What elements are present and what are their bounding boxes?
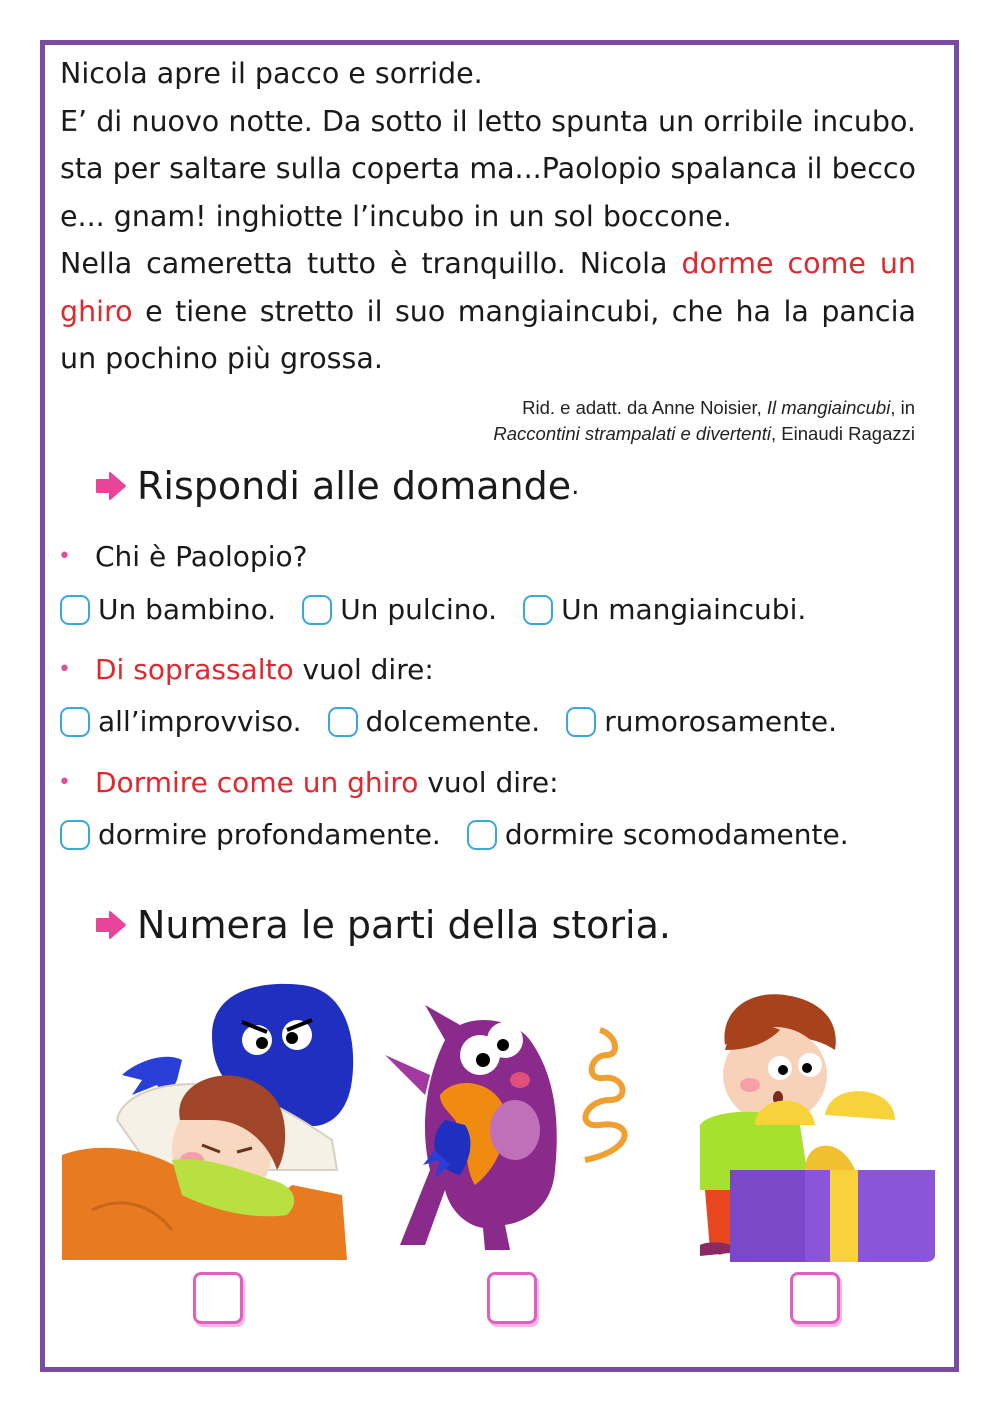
checkbox[interactable]: [328, 707, 358, 737]
bullet-icon: •: [58, 544, 71, 569]
option-label: Un bambino.: [98, 593, 277, 626]
bullet-icon: •: [58, 657, 71, 682]
story-p3-end: e tiene stretto il suo mangiaincubi, che ha la pancia un pochino più grossa.: [60, 294, 916, 375]
illustration-paolopio-eating: [385, 1000, 640, 1255]
question-2-highlight: Di soprassalto: [95, 653, 294, 686]
story-paragraph-2: E’ di nuovo notte. Da sotto il letto spunta un orribile incubo. sta per saltare sulla coperta ma...Paolopio spalanca il becco e... gnam! inghiotte l’incubo in un sol boccone.: [60, 104, 916, 233]
question-1-options: [60, 590, 832, 630]
illustration-boy-sleeping-monster: [62, 980, 362, 1265]
illustration-boy-opening-gift: [680, 990, 940, 1265]
option-2-1[interactable]: [60, 702, 302, 742]
checkbox[interactable]: [467, 820, 497, 850]
option-label: dolcemente.: [365, 705, 541, 738]
arrow-right-icon: [95, 471, 127, 501]
question-3-text: vuol dire:: [418, 766, 559, 799]
story-p3-start: Nella cameretta tutto è tranquillo. Nicola: [60, 247, 682, 280]
question-2-options: [60, 702, 863, 742]
option-1-3[interactable]: [523, 590, 806, 630]
option-2-2[interactable]: [328, 702, 541, 742]
number-box-2[interactable]: [487, 1272, 537, 1324]
checkbox[interactable]: [60, 707, 90, 737]
number-box-3[interactable]: [790, 1272, 840, 1324]
option-2-3[interactable]: [566, 702, 837, 742]
question-3-options: [60, 815, 875, 855]
option-label: all’improvviso.: [98, 705, 302, 738]
option-label: Un pulcino.: [340, 593, 498, 626]
source-title2: Raccontini strampalati e divertenti: [493, 423, 772, 444]
story-p3-highlight: dorme come un ghiro: [60, 247, 916, 328]
source-part2: , in: [890, 397, 915, 418]
arrow-right-icon: [95, 910, 127, 940]
number-box-1[interactable]: [193, 1272, 243, 1324]
source-title1: Il mangiaincubi: [766, 397, 891, 418]
story-paragraph-3: [60, 240, 916, 383]
bullet-icon: •: [58, 770, 71, 795]
source-citation: [295, 395, 915, 447]
question-1: [58, 537, 307, 577]
checkbox[interactable]: [60, 820, 90, 850]
checkbox[interactable]: [302, 595, 332, 625]
story-text: [60, 50, 916, 383]
section-title-order: Numera le parti della storia.: [137, 903, 671, 947]
section-heading-questions: [95, 463, 579, 509]
section-title-dot: .: [571, 471, 580, 501]
checkbox[interactable]: [60, 595, 90, 625]
question-3-highlight: Dormire come un ghiro: [95, 766, 419, 799]
option-label: rumorosamente.: [604, 705, 837, 738]
question-3: [58, 763, 559, 803]
story-line-1: Nicola apre il pacco e sorride.: [60, 57, 483, 90]
option-label: dormire scomodamente.: [504, 818, 849, 851]
question-1-text: Chi è Paolopio?: [95, 540, 308, 573]
checkbox[interactable]: [566, 707, 596, 737]
source-part3: , Einaudi Ragazzi: [771, 423, 915, 444]
option-label: Un mangiaincubi.: [561, 593, 807, 626]
option-1-2[interactable]: [302, 590, 497, 630]
option-1-1[interactable]: [60, 590, 276, 630]
option-label: dormire profondamente.: [98, 818, 441, 851]
question-2: [58, 650, 434, 690]
section-title-questions: Rispondi alle domande: [137, 464, 572, 508]
question-2-text: vuol dire:: [293, 653, 434, 686]
option-3-1[interactable]: [60, 815, 441, 855]
checkbox[interactable]: [523, 595, 553, 625]
source-part1: Rid. e adatt. da Anne Noisier,: [522, 397, 767, 418]
section-heading-order: [95, 902, 671, 948]
option-3-2[interactable]: [467, 815, 849, 855]
